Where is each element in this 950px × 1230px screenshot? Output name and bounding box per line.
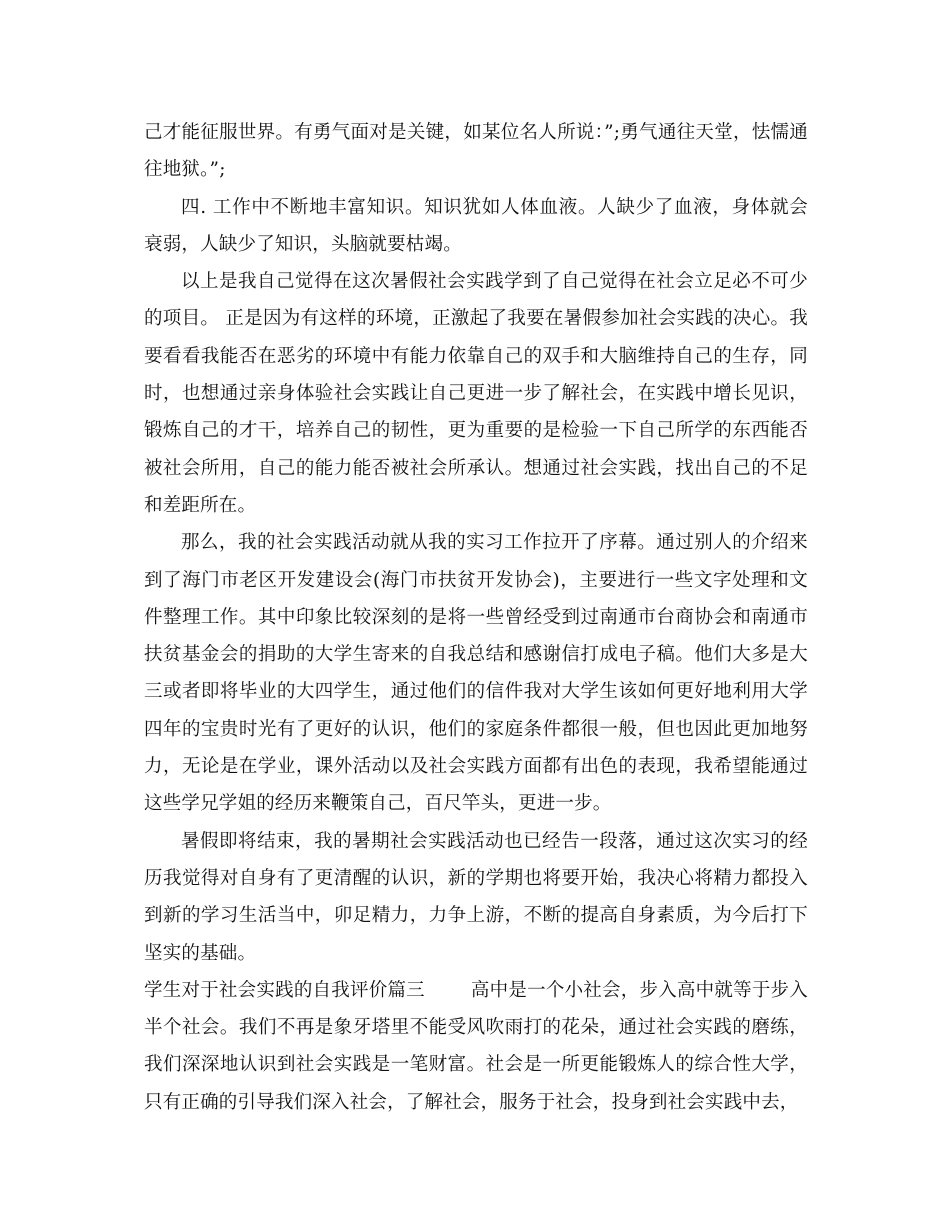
section-three [144, 972, 808, 1121]
section-text: 高中是一个小社会，步入高中就等于步入半个社会。我们不再是象牙塔里不能受风吹雨打的花朵，通过社会实践的磨练，我们深深地认识到社会实践是一笔财富。社会是一所更能锻炼人的综合性大学，只有正确的引导我们深入社会，了解社会，服务于社会，投身到社会实践中去， [144, 979, 808, 1113]
document-body [144, 114, 808, 1121]
paragraph-summary: 以上是我自己觉得在这次暑假社会实践学到了自己觉得在社会立足必不可少的项目。 正是因为有这样的环境，正激起了我要在暑假参加社会实践的决心。我要看看我能否在恶劣的环境中有能力依靠自己的双手和大脑维持自己的生存，同时，也想通过亲身体验社会实践让自己更进一步了解社会，在实践中增长见识，锻炼自己的才干，培养自己的韧性，更为重要的是检验一下自己所学的东西能否被社会所用，自己的能力能否被社会所承认。想通过社会实践，找出自己的不足和差距所在。 [144, 271, 808, 516]
paragraph-knowledge: 四. 工作中不断地丰富知识。知识犹如人体血液。人缺少了血液，身体就会衰弱，人缺少了知识，头脑就要枯竭。 [144, 196, 808, 255]
section-title: 学生对于社会实践的自我评价篇三 [144, 979, 425, 1001]
paragraph-continuation: 己才能征服世界。有勇气面对是关键，如某位名人所说：”;勇气通往天堂，怯懦通往地狱。”; [144, 122, 808, 181]
paragraph-internship: 那么，我的社会实践活动就从我的实习工作拉开了序幕。通过别人的介绍来到了海门市老区开发建设会(海门市扶贫开发协会)，主要进行一些文字处理和文件整理工作。其中印象比较深刻的是将一些曾经受到过南通市台商协会和南通市扶贫基金会的捐助的大学生寄来的自我总结和感谢信打成电子稿。他们大多是大三或者即将毕业的大四学生，通过他们的信件我对大学生该如何更好地利用大学四年的宝贵时光有了更好的认识，他们的家庭条件都很一般，但也因此更加地努力，无论是在学业，课外活动以及社会实践方面都有出色的表现，我希望能通过这些学兄学姐的经历来鞭策自己，百尺竿头，更进一步。 [144, 532, 808, 815]
paragraph-conclusion: 暑假即将结束，我的暑期社会实践活动也已经告一段落，通过这次实习的经历我觉得对自身有了更清醒的认识，新的学期也将要开始，我决心将精力都投入到新的学习生活当中，卯足精力，力争上游，不断的提高自身素质，为今后打下坚实的基础。 [144, 830, 808, 964]
